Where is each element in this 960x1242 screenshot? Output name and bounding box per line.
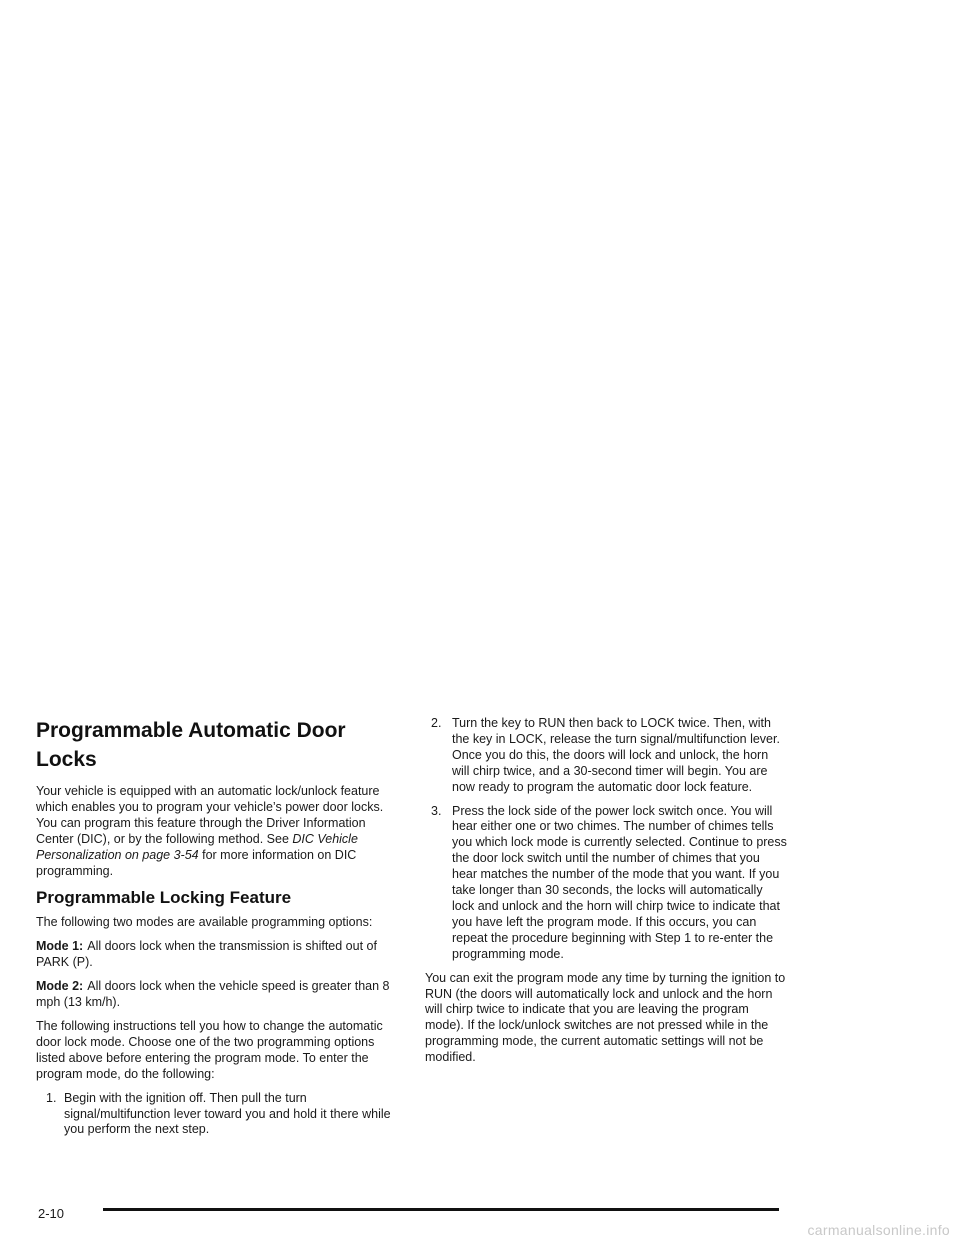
modes-intro: The following two modes are available programming options: xyxy=(36,915,373,930)
instructions-intro: The following instructions tell you how to change the automatic door lock mode. Choose one of the two programming options listed above before entering the program mode. To enter the program mode, do the following: xyxy=(36,1018,383,1081)
step-number: 1. xyxy=(46,1090,57,1105)
right-column xyxy=(425,716,787,1074)
step-number: 2. xyxy=(431,716,442,730)
mode-1-paragraph xyxy=(36,939,392,971)
page-number: 2-10 xyxy=(38,1206,65,1221)
watermark: carmanualsonline.info xyxy=(807,1222,950,1238)
step-text: Turn the key to RUN then back to LOCK twice. Then, with the key in LOCK, release the turn signal/multifunction lever. Once you do this, the doors will lock and unlock, the horn will chirp twice, and a 30-second timer will begin. You are now ready to program the automatic door lock feature. xyxy=(452,716,780,794)
footer-rule xyxy=(103,1208,779,1211)
step-item xyxy=(425,716,787,796)
step-text: Press the lock side of the power lock switch once. You will hear either one or two chimes. The number of chimes tells you which lock mode is currently selected. Continue to press the door lock switch until the number of chimes that you hear matches the number of the mode that you want. If you take longer than 30 seconds, the locks will automatically lock and unlock and the horn will chirp twice to indicate that you have left the program mode. If this occurs, you can repeat the procedure beginning with Step 1 to re-enter the programming mode. xyxy=(452,803,787,961)
step-number: 3. xyxy=(431,803,442,818)
step-item xyxy=(36,1091,392,1139)
mode-2-text: All doors lock when the vehicle speed is greater than 8 mph (13 km/h). xyxy=(36,979,390,1010)
section-title: Programmable Automatic Door Locks xyxy=(36,719,346,771)
subsection-title: Programmable Locking Feature xyxy=(36,888,292,908)
dic-reference-link[interactable]: DIC Vehicle Personalization on page 3-54 xyxy=(36,831,358,862)
mode-1-label: Mode 1: xyxy=(36,939,84,954)
steps-list-right xyxy=(425,716,787,963)
mode-2-label: Mode 2: xyxy=(36,979,84,994)
intro-paragraph xyxy=(36,784,392,879)
intro-text-end: for more information on DIC programming. xyxy=(36,847,357,878)
steps-list-left xyxy=(36,1091,392,1139)
mode-2-paragraph xyxy=(36,979,392,1011)
intro-text: Your vehicle is equipped with an automatic lock/unlock feature which enables you to program your vehicle’s power door locks. You can program this feature through the Driver Information Center (DIC), or by the following method. See xyxy=(36,784,384,846)
left-column xyxy=(36,716,392,1146)
exit-paragraph: You can exit the program mode any time by turning the ignition to RUN (the doors will automatically lock and unlock and the horn will chirp twice to indicate that you are leaving the program mode). If the lock/unlock switches are not pressed while in the programming mode, the current automatic settings will not be modified. xyxy=(425,970,786,1065)
step-item xyxy=(425,804,787,963)
step-text: Begin with the ignition off. Then pull the turn signal/multifunction lever toward you and hold it there while you perform the next step. xyxy=(64,1090,391,1137)
mode-1-text: All doors lock when the transmission is shifted out of PARK (P). xyxy=(36,939,377,970)
